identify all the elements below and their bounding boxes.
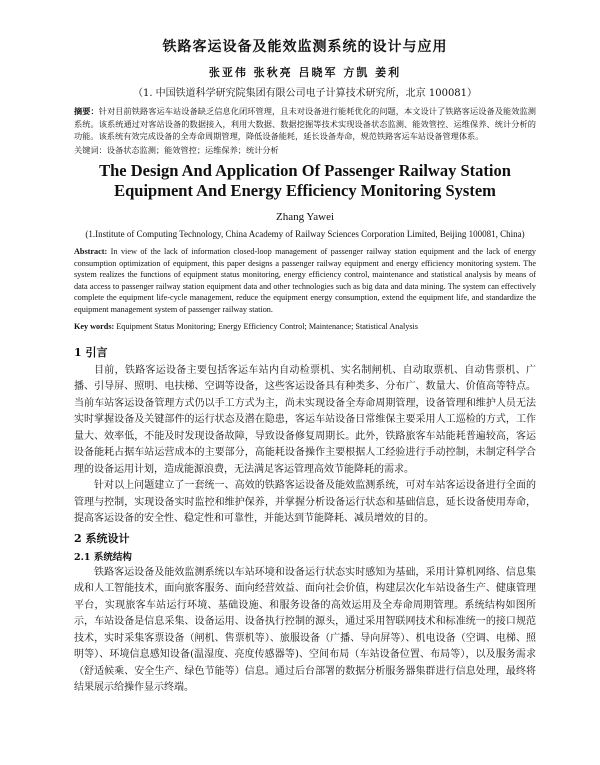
section-2-heading: 2 系统设计 (74, 531, 130, 545)
section-1-paragraph-2: 针对以上问题建立了一套统一、高效的铁路客运设备及能效监测系统，可对车站客运设备进行全面的管理与控制，实现设备实时监控和维护保养，并掌握分析设备运行状态和基础信息，延长设备使用寿命，提高客运设备的安全性、稳定性和可靠性，并能达到节能降耗、减员增效的目的。 (74, 480, 536, 525)
section-1-heading: 1 引言 (74, 345, 108, 359)
affiliation-cn: （1. 中国铁道科学研究院集团有限公司电子计算技术研究所，北京 100081） (132, 88, 478, 99)
abstract-en-text: In view of the lack of information closed-loop management of passenger railway station equipment and the lack of energy consumption optimization of equipment, this paper designs a passenger railway equipment and energy efficiency monitoring system. The system realizes the functions of equipment status monitoring, energy efficiency control, maintenance and statistical analysis by means of data access to passenger railway station equipment data and other technologies such as big data and data mining. The system can effectively complete the equipment life-cycle management, reduce the equipment energy consumption, extend the equipment life, and standardize the equipment management system of passenger railway station. (74, 247, 537, 314)
section-2-1-paragraph-1: 铁路客运设备及能效监测系统以车站环境和设备运行状态实时感知为基础，采用计算机网络、信息集成和人工智能技术，面向旅客服务、面向经营效益、面向社会价值，构建层次化车站设备生产、健康管理平台，实现旅客车站运行环境、基础设施、和服务设备的高效运用及全寿命周期管理。系统结构如图所示，车站设备是信息采集、设备运用、设备执行控制的源头，通过采用智联网技术和标准统一的接口规范技术，实时采集客票设备（闸机、售票机等）、旅服设备（广播、导向屏等）、机电设备（空调、电梯、照明等）、环境信息感知设备(温湿度、亮度传感器等)、空间布局（车站设备位置、布局等），以及服务需求（舒适候乘、安全生产、绿色节能等）信息。通过后台部署的数据分析服务器集群进行信息处理，最终将结果展示给操作显示终端。 (74, 566, 536, 694)
keywords-cn (74, 144, 536, 156)
paper-title-cn: 铁路客运设备及能效监测系统的设计与应用 (162, 39, 448, 55)
paper-title-en-line2: Equipment And Energy Efficiency Monitoring System (114, 180, 496, 200)
keywords-cn-text: 设备状态监测；能效管控；运维保养；统计分析 (106, 144, 279, 155)
abstract-cn-text: 针对目前铁路客运车站设备缺乏信息化闭环管理，且未对设备进行能耗优化的问题，本文设计了铁路客运设备及能效监测系统。该系统通过对客站设备的数据接入，利用大数据、数据挖掘等技术实现设备状态监测、能效管控、运维保养、统计分析的功能。该系统有效完成设备的全寿命周期管理，降低设备能耗，延长设备寿命，规范铁路客运车站设备管理体系。 (74, 106, 536, 141)
section-2-1-heading: 2.1 系统结构 (74, 551, 132, 563)
abstract-en-label: Abstract: (74, 247, 108, 256)
paper-title-en-line1: The Design And Application Of Passenger Railway Station (99, 160, 511, 180)
section-1-paragraph-1: 目前，铁路客运设备主要包括客运车站内自动检票机、实名制闸机、自动取票机、自动售票机、广播、引导屏、照明、电扶梯、空调等设备，这些客运设备具有种类多、分布广、数量大、价值高等特点。当前车站客运设备管理方式仍以手工方式为主，尚未实现设备全寿命周期管理，设备管理和维护人员无法实时掌握设备及关键部件的运行状态及潜在隐患，客运车站设备日常维保主要采用人工巡检的方式，工作量大、效率低，不能及时发现设备故障，导致设备修复周期长。此外，铁路旅客车站能耗普遍较高，客运设备能耗占据车站运营成本的主要部分，高能耗设备操作主要根据人工经验进行手动控制，未制定科学合理的设备运用计划，造成能源浪费，无法满足客运管理高效节能降耗的需求。 (74, 364, 536, 475)
keywords-en (74, 321, 536, 332)
affiliation-en: (1.Institute of Computing Technology, China Academy of Railway Sciences Corporation Limited, Beijing 100081, China) (85, 228, 525, 239)
authors-cn: 张亚伟 张秋亮 吕晓军 方凯 姜利 (208, 66, 402, 79)
abstract-cn-label: 摘要： (74, 106, 99, 116)
author-en: Zhang Yawei (275, 210, 335, 223)
abstract-en (74, 246, 536, 316)
keywords-en-label: Key words: (74, 321, 115, 331)
keywords-en-text: Equipment Status Monitoring; Energy Efficiency Control; Maintenance; Statistical Analysis (116, 321, 418, 331)
abstract-cn (74, 105, 536, 143)
paper-title-en (74, 161, 536, 201)
keywords-cn-label: 关键词： (74, 144, 107, 155)
